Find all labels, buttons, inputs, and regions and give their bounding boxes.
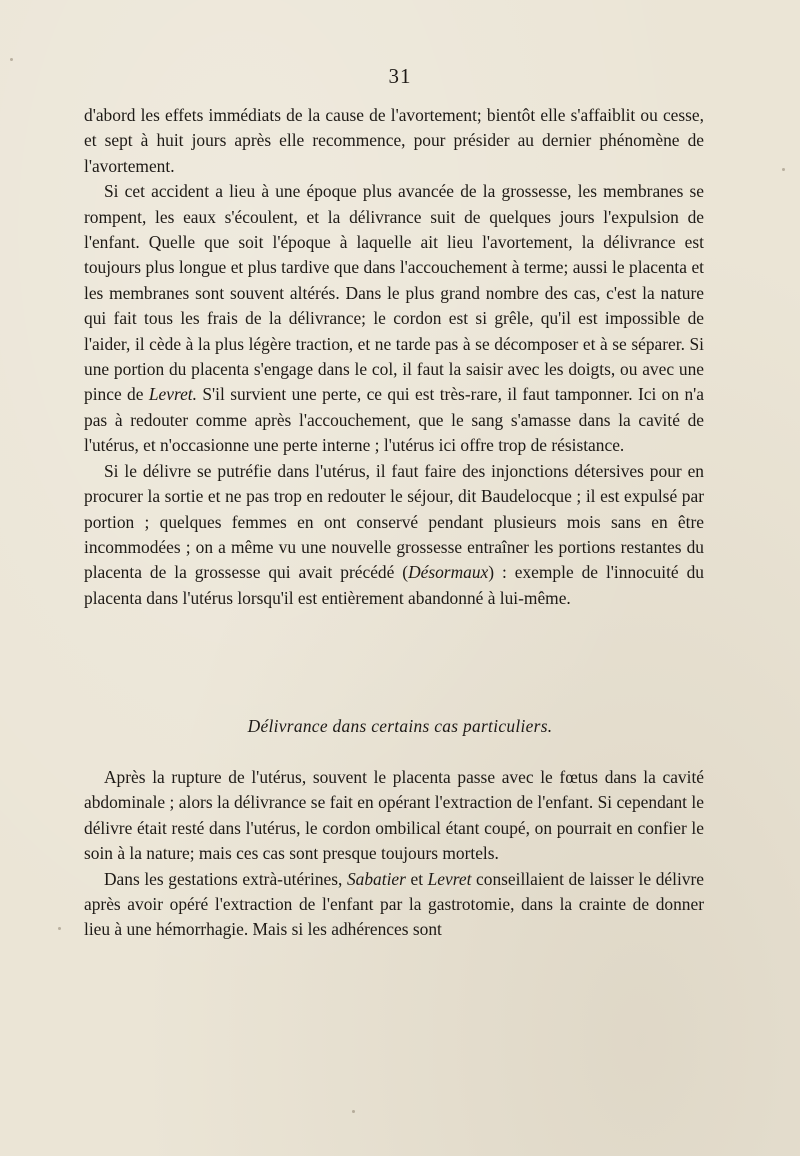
italic-name: Levret. bbox=[148, 384, 197, 405]
text-run: S'il survient une perte, ce qui est très-rare, il faut tamponner. Ici on n'a pas à redouter comme après l'accouchement, que le sang s'amasse dans la cavité de l'utérus, et n'occasionne une perte interne ; l'utérus ici offre trop de résistance. bbox=[84, 384, 704, 456]
text-run: Après la rupture de l'utérus, souvent le placenta passe avec le fœtus dans la cavité abdominale ; alors la délivrance se fait en opérant l'extraction de l'enfant. Si cependant le délivre était resté dans l'utérus, le cordon ombilical étant coupé, on pourrait en confier le soin à la nature; mais ces cas sont presque toujours mortels. bbox=[84, 767, 704, 864]
text-run: Si le délivre se putréfie dans l'utérus, il faut faire des injonctions détersives pour en procurer la sortie et ne pas trop en redouter le séjour, dit Baudelocque ; il est expulsé par portion ; quelques femmes en ont conservé pendant plusieurs mois sans en être incommodées ; on a même vu une nouvelle grossesse entraîner les portions restantes du placenta de la grossesse qui avait précédé ( bbox=[84, 460, 704, 583]
paragraph bbox=[84, 103, 704, 179]
section-heading: Délivrance dans certains cas particuliers. bbox=[247, 716, 553, 736]
italic-name: Désormaux bbox=[408, 562, 489, 583]
paragraph bbox=[84, 179, 704, 458]
body-text-bottom bbox=[84, 765, 704, 943]
text-run: Si cet accident a lieu à une époque plus avancée de la grossesse, les membranes se rompent, les eaux s'écoulent, et la délivrance suit de quelques jours l'expulsion de l'enfant. Quelle que soit l'époque à laquelle ait lieu l'avortement, la délivrance est toujours plus longue et plus tardive que dans l'accouchement à terme; aussi le placenta et les membranes sont souvent altérés. Dans le plus grand nombre des cas, c'est la nature qui fait tous les frais de la délivrance; le cordon est si grêle, qu'il est impossible de l'aider, il cède à la plus légère traction, et ne tarde pas à se décomposer et à se séparer. Si une portion du placenta s'engage dans le col, il faut la saisir avec les doigts, ou avec une pince de bbox=[84, 181, 704, 405]
paragraph bbox=[84, 765, 704, 867]
paragraph bbox=[84, 459, 704, 611]
text-run: conseillaient de laisser le délivre après avoir opéré l'extraction de l'enfant par la gastrotomie, dans la crainte de donner lieu à une hémorrhagie. Mais si les adhérences sont bbox=[84, 868, 704, 940]
text-run: et bbox=[405, 868, 428, 889]
paragraph bbox=[84, 867, 704, 943]
italic-name: Sabatier bbox=[346, 868, 406, 889]
text-run: ) : exemple de l'innocuité du placenta dans l'utérus lorsqu'il est entièrement abandonné à lui-même. bbox=[84, 562, 704, 608]
body-text-top bbox=[84, 103, 704, 611]
page-number: 31 bbox=[388, 64, 412, 88]
italic-name: Levret bbox=[427, 868, 472, 889]
text-run: d'abord les effets immédiats de la cause de l'avortement; bientôt elle s'affaiblit ou cesse, et sept à huit jours après elle recommence, pour présider au dernier phénomène de l'avortement. bbox=[84, 105, 704, 176]
text-run: Dans les gestations extrà-utérines, bbox=[104, 868, 347, 889]
